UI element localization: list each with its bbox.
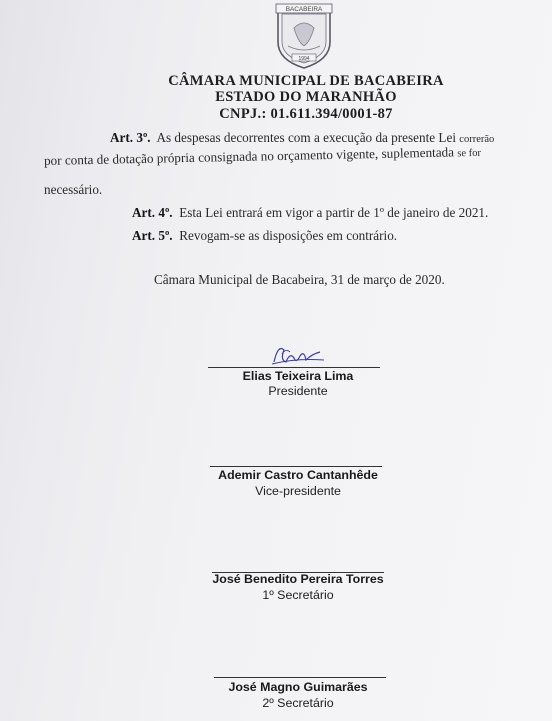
art3-label: Art. 3º. — [110, 130, 151, 145]
signatory-name-1: Elias Teixeira Lima — [242, 369, 354, 383]
art3-text-line1: As despesas decorrentes com a execução da presente Lei — [156, 130, 456, 145]
signatory-role-1: Presidente — [268, 384, 328, 398]
art4-text: Esta Lei entrará em vigor a partir de 1º de janeiro de 2021. — [179, 205, 489, 220]
signatory-role-2: Vice-presidente — [255, 484, 341, 498]
art4-label: Art. 4º. — [132, 205, 173, 220]
signatory-role-4: 2º Secretário — [262, 696, 334, 710]
header-line-chamber: CÂMARA MUNICIPAL DE BACABEIRA — [168, 73, 444, 89]
art3-text-line2-tail: se for — [457, 147, 482, 160]
art5-label: Art. 5º. — [132, 228, 173, 243]
place-date: Câmara Municipal de Bacabeira, 31 de março de 2020. — [154, 272, 445, 287]
crest-banner-text: BACABEIRA — [285, 6, 323, 14]
municipal-crest-logo — [268, 2, 340, 70]
art5-text: Revogam-se as disposições em contrário. — [179, 228, 398, 243]
art3-line1 — [110, 130, 494, 146]
signatory-name-2: Ademir Castro Cantanhêde — [218, 468, 378, 482]
art5-paragraph — [132, 228, 397, 244]
signatory-role-3: 1º Secretário — [262, 588, 334, 602]
art4-paragraph — [132, 205, 488, 221]
art3-text-line1-tail: correrão — [459, 134, 495, 145]
signature-line-1 — [208, 367, 380, 368]
art3-line2 — [44, 144, 481, 169]
signature-line-4 — [214, 677, 386, 678]
signature-line-2 — [210, 466, 382, 467]
signatory-name-3: José Benedito Pereira Torres — [212, 572, 384, 586]
header-line-cnpj: CNPJ.: 01.611.394/0001-87 — [219, 106, 393, 122]
handwritten-signature — [268, 340, 326, 370]
art3-text-line2: por conta de dotação própria consignada no orçamento vigente, suplementada — [43, 144, 455, 168]
crest-year-text: 1994 — [298, 55, 310, 62]
signatory-name-4: José Magno Guimarães — [228, 680, 368, 694]
header-line-state: ESTADO DO MARANHÃO — [215, 89, 397, 105]
art3-line3: necessário. — [44, 182, 103, 197]
